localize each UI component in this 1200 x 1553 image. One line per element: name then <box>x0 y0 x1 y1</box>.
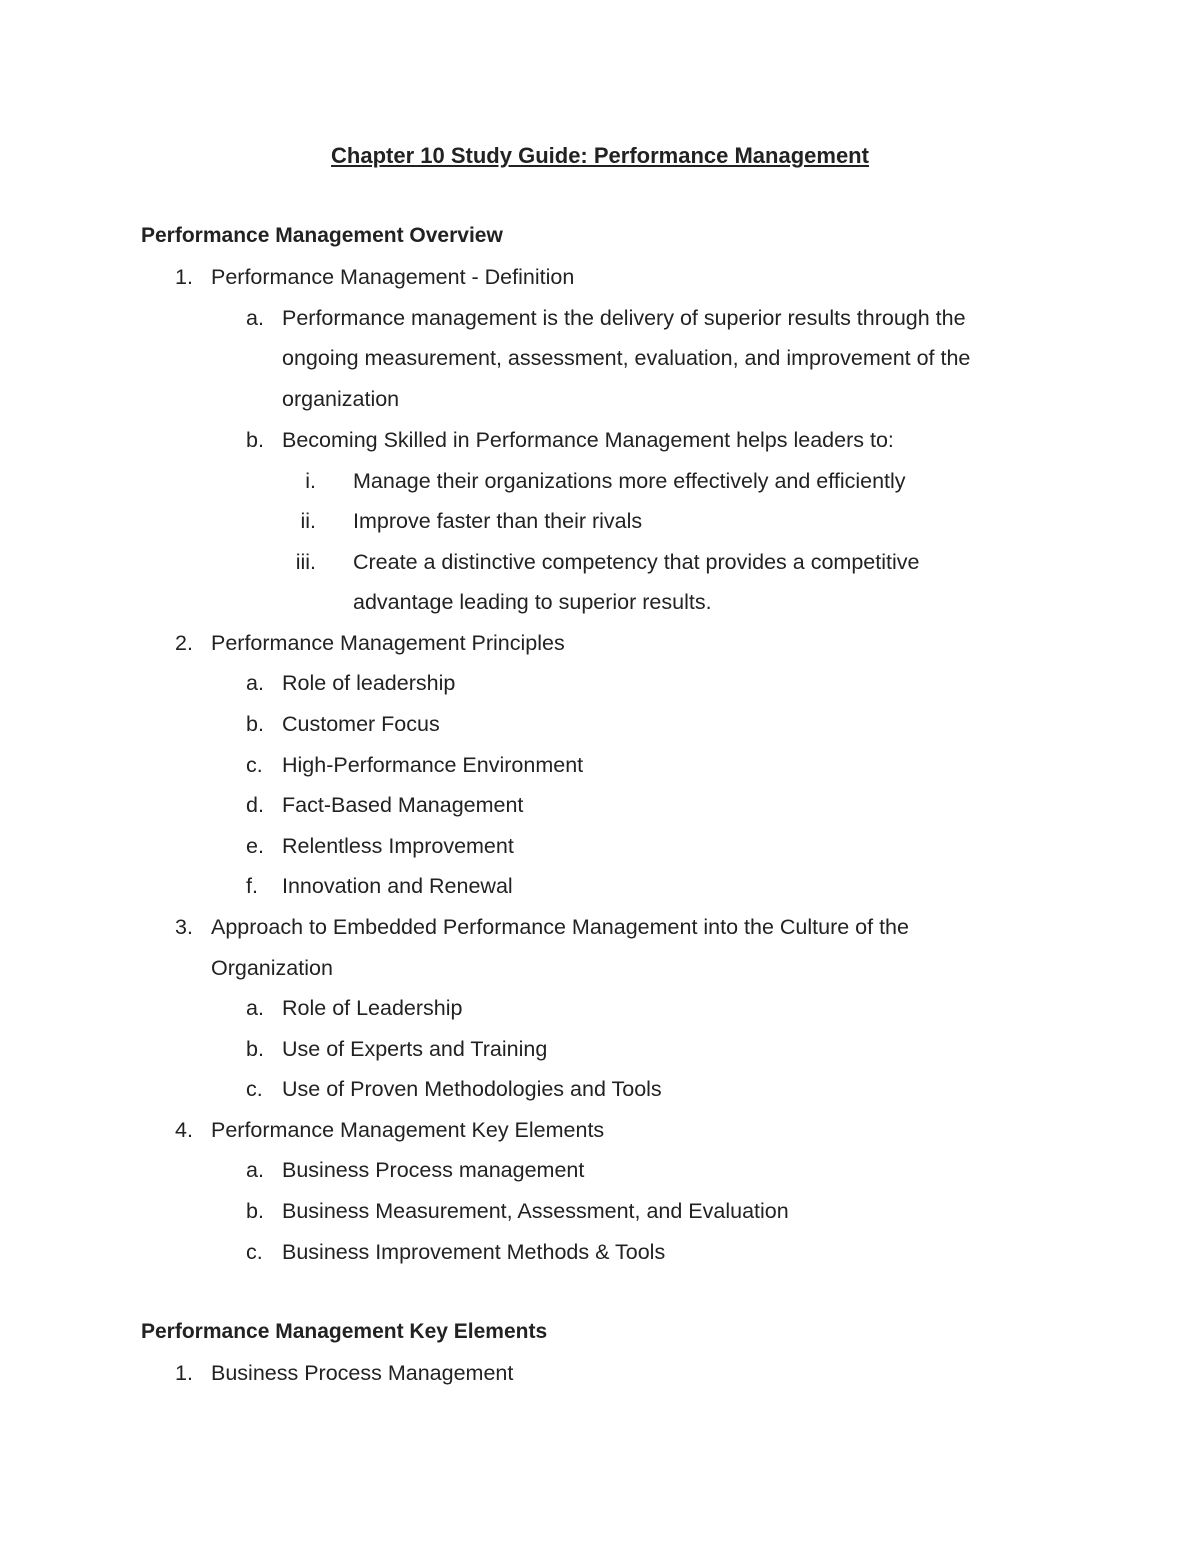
list-item: Performance management is the delivery of superior results through the <box>282 306 966 330</box>
list-item: advantage leading to superior results. <box>353 590 712 614</box>
list-item: High-Performance Environment <box>282 753 584 777</box>
list-marker: e. <box>246 834 264 858</box>
list-item: Becoming Skilled in Performance Management helps leaders to: <box>282 428 894 452</box>
list-item: Use of Experts and Training <box>282 1037 548 1061</box>
list-item: Approach to Embedded Performance Management into the Culture of the <box>211 915 909 939</box>
list-marker: b. <box>246 428 264 452</box>
list-item: Business Process Management <box>211 1361 514 1385</box>
list-item: Role of Leadership <box>282 996 463 1020</box>
list-item: Relentless Improvement <box>282 834 514 858</box>
list-item: Fact-Based Management <box>282 793 524 817</box>
list-item: organization <box>282 387 400 411</box>
list-item: Innovation and Renewal <box>282 874 513 898</box>
list-marker: 1. <box>175 1361 193 1385</box>
list-item: Business Process management <box>282 1158 585 1182</box>
list-marker: iii. <box>295 550 316 574</box>
list-marker: 4. <box>175 1118 193 1142</box>
list-marker: a. <box>246 671 264 695</box>
list-marker: d. <box>246 793 264 817</box>
list-marker: 1. <box>175 265 193 289</box>
list-marker: b. <box>246 712 264 736</box>
list-item: ongoing measurement, assessment, evaluation, and improvement of the <box>282 346 971 370</box>
list-item: Customer Focus <box>282 712 440 736</box>
list-marker: a. <box>246 306 264 330</box>
list-marker: i. <box>305 469 316 493</box>
list-item: Improve faster than their rivals <box>353 509 643 533</box>
list-marker: ii. <box>300 509 316 533</box>
list-marker: c. <box>246 1077 263 1101</box>
list-item: Organization <box>211 956 333 980</box>
list-item: Performance Management Key Elements <box>211 1118 605 1142</box>
list-marker: b. <box>246 1199 264 1223</box>
list-marker: a. <box>246 1158 264 1182</box>
list-item: Business Measurement, Assessment, and Evaluation <box>282 1199 789 1223</box>
list-marker: 2. <box>175 631 193 655</box>
list-item: Performance Management Principles <box>211 631 565 655</box>
list-item: Role of leadership <box>282 671 456 695</box>
list-marker: f. <box>246 874 258 898</box>
list-marker: c. <box>246 1240 263 1264</box>
page-title: Chapter 10 Study Guide: Performance Management <box>331 143 869 168</box>
list-marker: a. <box>246 996 264 1020</box>
list-item: Use of Proven Methodologies and Tools <box>282 1077 662 1101</box>
list-item: Manage their organizations more effectively and efficiently <box>353 469 906 493</box>
section-heading: Performance Management Key Elements <box>141 1320 548 1343</box>
list-marker: 3. <box>175 915 193 939</box>
list-item: Business Improvement Methods & Tools <box>282 1240 666 1264</box>
section-heading: Performance Management Overview <box>141 224 503 247</box>
list-item: Performance Management - Definition <box>211 265 575 289</box>
list-item: Create a distinctive competency that provides a competitive <box>353 550 920 574</box>
list-marker: c. <box>246 753 263 777</box>
list-marker: b. <box>246 1037 264 1061</box>
